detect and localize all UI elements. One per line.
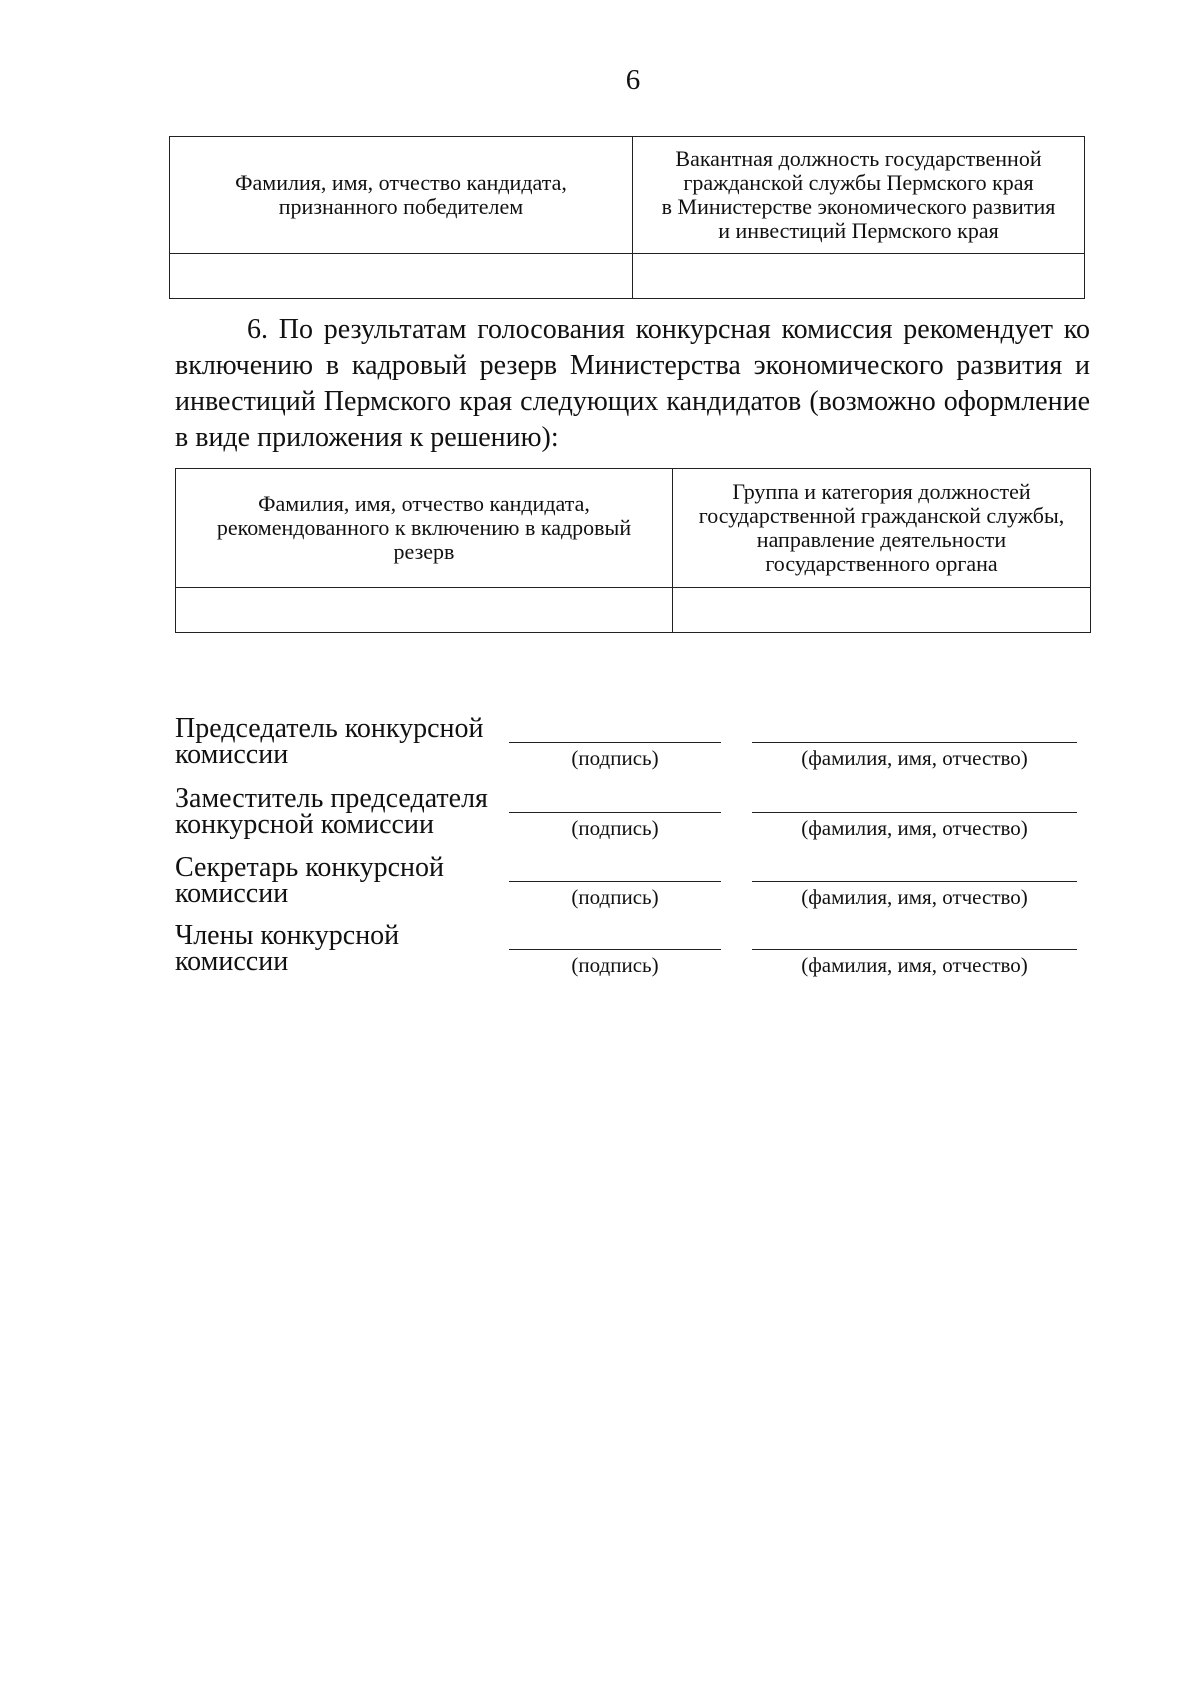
reserve-candidate-cell	[176, 588, 673, 633]
signature-caption: (подпись)	[571, 953, 659, 977]
full-name-caption: (фамилия, имя, отчество)	[801, 953, 1028, 977]
vacant-position-header-line: гражданской службы Пермского края	[683, 170, 1034, 195]
signature-row-chairman	[175, 713, 1080, 778]
winner-table-empty-row	[170, 254, 1085, 299]
position-group-cell	[673, 588, 1091, 633]
winner-name-header: Фамилия, имя, отчество кандидата, признанного победителем	[170, 137, 633, 254]
signature-caption: (подпись)	[571, 885, 659, 909]
paragraph-6: 6. По результатам голосования конкурсная комиссия рекомендует ко включению в кадровый резерв Министерства экономического развития и инвестиций Пермского края следующих кандидатов (возможно оформление в виде приложения к решению):	[175, 314, 1090, 453]
signature-line[interactable]	[509, 812, 721, 813]
full-name-line[interactable]	[752, 881, 1077, 882]
page-number: 6	[625, 64, 641, 96]
signature-role-line: Секретарь конкурсной	[175, 852, 445, 883]
signature-role-line: комиссии	[175, 946, 289, 977]
full-name-caption: (фамилия, имя, отчество)	[801, 746, 1028, 770]
signature-role	[175, 920, 495, 977]
signature-role-line: комиссии	[175, 739, 289, 770]
signature-caption: (подпись)	[571, 746, 659, 770]
signature-row-deputy-chairman	[175, 783, 1080, 848]
vacant-position-cell	[633, 254, 1085, 299]
reserve-table-empty-row	[176, 588, 1091, 633]
signature-role-line: Председатель конкурсной	[175, 713, 484, 744]
full-name-line[interactable]	[752, 949, 1077, 950]
vacant-position-header	[633, 137, 1085, 254]
signature-caption: (подпись)	[571, 816, 659, 840]
signature-role-line: конкурсной комиссии	[175, 809, 434, 840]
reserve-table-header-row	[176, 469, 1091, 588]
winner-table	[169, 136, 1085, 299]
full-name-line[interactable]	[752, 742, 1077, 743]
full-name-caption: (фамилия, имя, отчество)	[801, 885, 1028, 909]
signature-role-line: Члены конкурсной	[175, 920, 400, 951]
vacant-position-header-line: Вакантная должность государственной	[675, 146, 1042, 171]
signature-line[interactable]	[509, 742, 721, 743]
signature-role-line: комиссии	[175, 878, 289, 909]
position-group-header: Группа и категория должностей государственной гражданской службы, направление деятельности государственного органа	[673, 469, 1091, 588]
signature-line[interactable]	[509, 881, 721, 882]
winner-table-header-row	[170, 137, 1085, 254]
signature-line[interactable]	[509, 949, 721, 950]
full-name-line[interactable]	[752, 812, 1077, 813]
reserve-table	[175, 468, 1091, 633]
signature-role	[175, 783, 495, 840]
signature-row-secretary	[175, 852, 1080, 917]
signature-role	[175, 713, 495, 770]
vacant-position-header-line: и инвестиций Пермского края	[718, 218, 999, 243]
signature-role-line: Заместитель председателя	[175, 783, 488, 814]
winner-name-cell	[170, 254, 633, 299]
full-name-caption: (фамилия, имя, отчество)	[801, 816, 1028, 840]
vacant-position-header-line: в Министерстве экономического развития	[661, 194, 1056, 219]
reserve-candidate-header: Фамилия, имя, отчество кандидата, рекомендованного к включению в кадровый резерв	[176, 469, 673, 588]
signature-role	[175, 852, 495, 909]
signature-row-members	[175, 920, 1080, 985]
